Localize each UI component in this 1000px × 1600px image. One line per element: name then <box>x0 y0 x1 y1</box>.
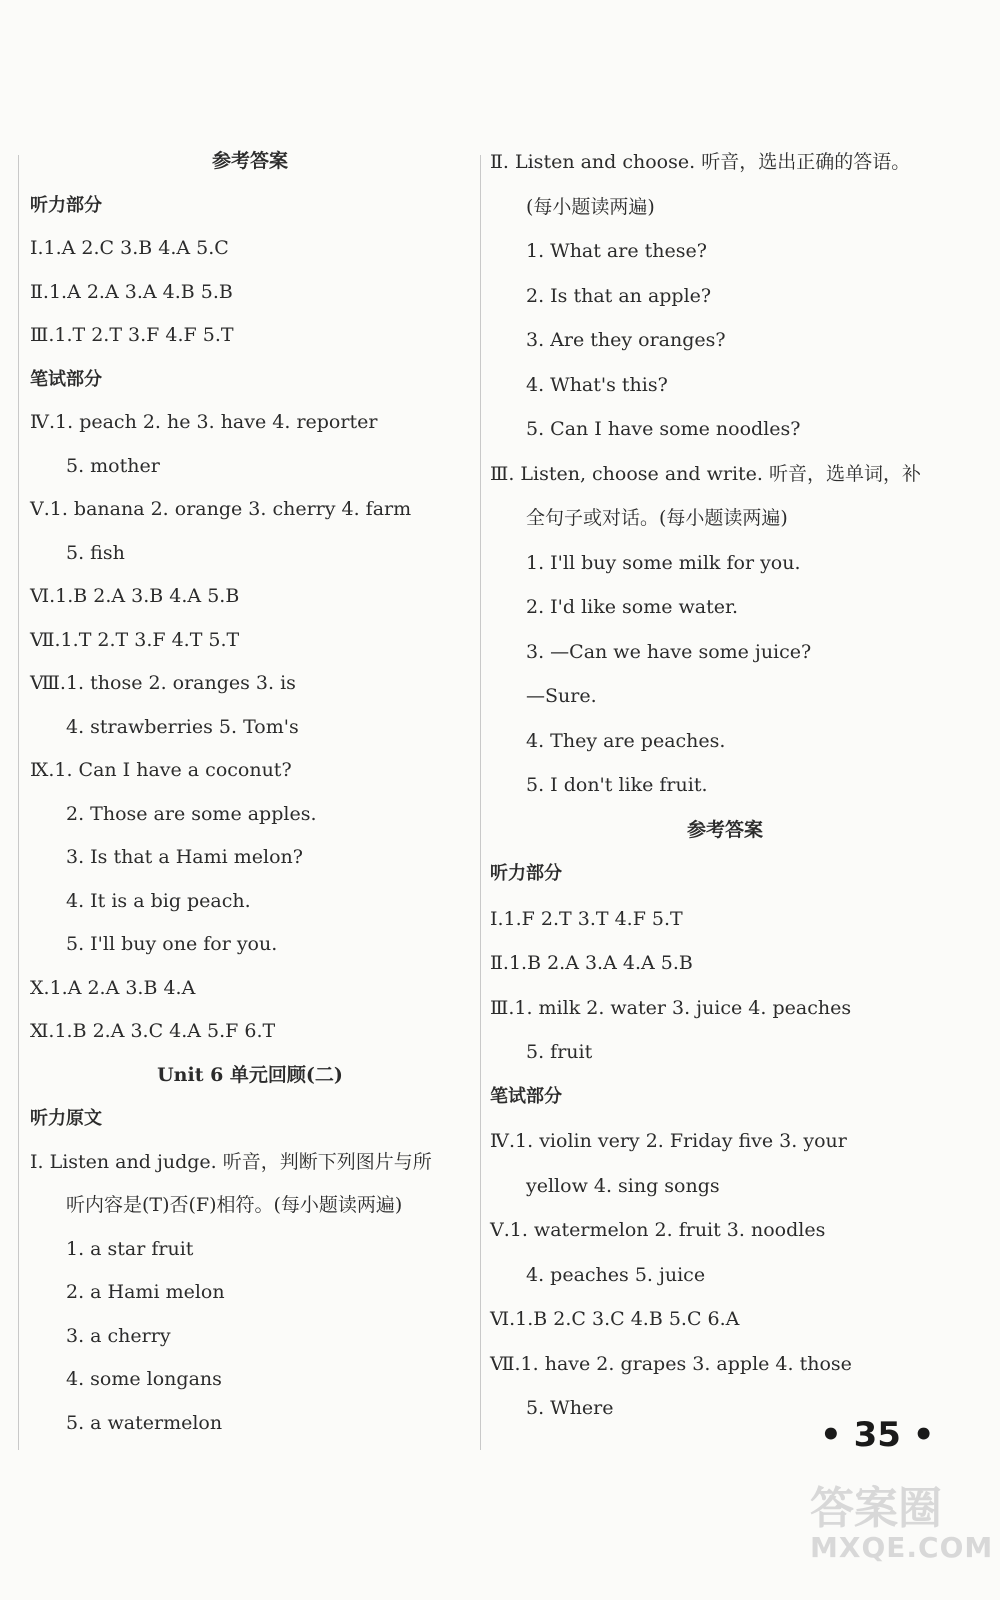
answer-line: 2. I'd like some water. <box>526 596 739 618</box>
answer-line: Ⅶ.1.T 2.T 3.F 4.T 5.T <box>30 628 240 651</box>
answer-line: Ⅳ.1. violin very 2. Friday five 3. your <box>490 1130 847 1152</box>
section-heading: 听力部分 <box>30 194 102 216</box>
answer-line: 5. a watermelon <box>66 1411 223 1434</box>
answer-line: 3. Are they oranges? <box>526 329 726 351</box>
answer-line: 5. I'll buy one for you. <box>66 933 278 955</box>
answer-line: 2. Those are some apples. <box>66 802 317 825</box>
answer-line: 5. Where <box>526 1397 614 1419</box>
answer-line: 2. a Hami melon <box>66 1281 225 1303</box>
answer-line: 全句子或对话。(每小题读两遍) <box>526 507 788 529</box>
answer-line: 4. It is a big peach. <box>66 889 251 912</box>
answer-line: Ⅳ.1. peach 2. he 3. have 4. reporter <box>30 411 378 433</box>
answer-line: Ⅰ.1.F 2.T 3.T 4.F 5.T <box>490 907 683 930</box>
answer-line: 听内容是(T)否(F)相符。(每小题读两遍) <box>66 1194 403 1216</box>
answer-line: 3. a cherry <box>66 1324 171 1347</box>
left-column <box>30 140 470 1445</box>
section-title: 参考答案 <box>686 818 763 841</box>
answer-line: 1. What are these? <box>526 240 707 262</box>
answer-line: Ⅵ.1.B 2.A 3.B 4.A 5.B <box>30 585 240 607</box>
answer-line: 4. peaches 5. juice <box>526 1263 706 1286</box>
answer-line: 5. fish <box>66 541 125 564</box>
answer-line: 5. fruit <box>526 1041 593 1063</box>
answer-line: yellow 4. sing songs <box>526 1174 720 1197</box>
column-divider <box>480 155 481 1450</box>
answer-line: 4. some longans <box>66 1368 222 1390</box>
right-column <box>490 140 960 1431</box>
section-title: 参考答案 <box>211 150 288 172</box>
answer-line: Ⅹ.1.A 2.A 3.B 4.A <box>30 976 196 999</box>
section-heading: 笔试部分 <box>30 368 102 390</box>
answer-line: Ⅲ.1. milk 2. water 3. juice 4. peaches <box>490 996 852 1019</box>
answer-line: Ⅱ. Listen and choose. 听音，选出正确的答语。 <box>490 151 911 173</box>
answer-line: 5. mother <box>66 454 160 477</box>
answer-line: 5. Can I have some noodles? <box>526 418 801 440</box>
answer-line: 3. —Can we have some juice? <box>526 640 812 663</box>
answer-line: Ⅴ.1. watermelon 2. fruit 3. noodles <box>490 1219 826 1241</box>
answer-line: Ⅲ.1.T 2.T 3.F 4.F 5.T <box>30 324 234 346</box>
answer-line: Ⅰ.1.A 2.C 3.B 4.A 5.C <box>30 237 229 259</box>
watermark-logo <box>810 1485 993 1564</box>
answer-line: Ⅴ.1. banana 2. orange 3. cherry 4. farm <box>30 498 412 520</box>
answer-line: Ⅺ.1.B 2.A 3.C 4.A 5.F 6.T <box>30 1020 276 1042</box>
answer-line: 3. Is that a Hami melon? <box>66 846 303 868</box>
page-number: • 35 • <box>820 1415 935 1455</box>
section-title: Unit 6 单元回顾(二) <box>157 1063 343 1086</box>
section-heading: 听力部分 <box>490 863 562 884</box>
answer-line: 5. I don't like fruit. <box>526 774 708 796</box>
watermark-text: 答案圈 <box>810 1483 942 1534</box>
answer-line: Ⅱ.1.B 2.A 3.A 4.A 5.B <box>490 952 693 974</box>
answer-line: 4. What's this? <box>526 373 668 396</box>
answer-line: Ⅱ.1.A 2.A 3.A 4.B 5.B <box>30 280 233 303</box>
watermark-url: MXQE.COM <box>810 1531 994 1565</box>
answer-line: 1. I'll buy some milk for you. <box>526 551 801 574</box>
answer-line: Ⅶ.1. have 2. grapes 3. apple 4. those <box>490 1352 852 1375</box>
answer-line: 4. strawberries 5. Tom's <box>66 715 299 738</box>
answer-line: 4. They are peaches. <box>526 729 726 752</box>
answer-line: —Sure. <box>526 685 597 707</box>
answer-line: 2. Is that an apple? <box>526 284 712 307</box>
section-heading: 听力原文 <box>30 1108 102 1129</box>
answer-line: Ⅷ.1. those 2. oranges 3. is <box>30 672 296 694</box>
left-margin-rule <box>18 155 19 1450</box>
answer-line: (每小题读两遍) <box>526 195 655 218</box>
answer-line: 1. a star fruit <box>66 1237 194 1260</box>
answer-line: Ⅵ.1.B 2.C 3.C 4.B 5.C 6.A <box>490 1308 740 1330</box>
answer-line: Ⅰ. Listen and judge. 听音，判断下列图片与所 <box>30 1150 432 1173</box>
section-heading: 笔试部分 <box>490 1085 562 1107</box>
answer-line: Ⅸ.1. Can I have a coconut? <box>30 759 292 781</box>
answer-line: Ⅲ. Listen, choose and write. 听音，选单词，补 <box>490 462 921 485</box>
